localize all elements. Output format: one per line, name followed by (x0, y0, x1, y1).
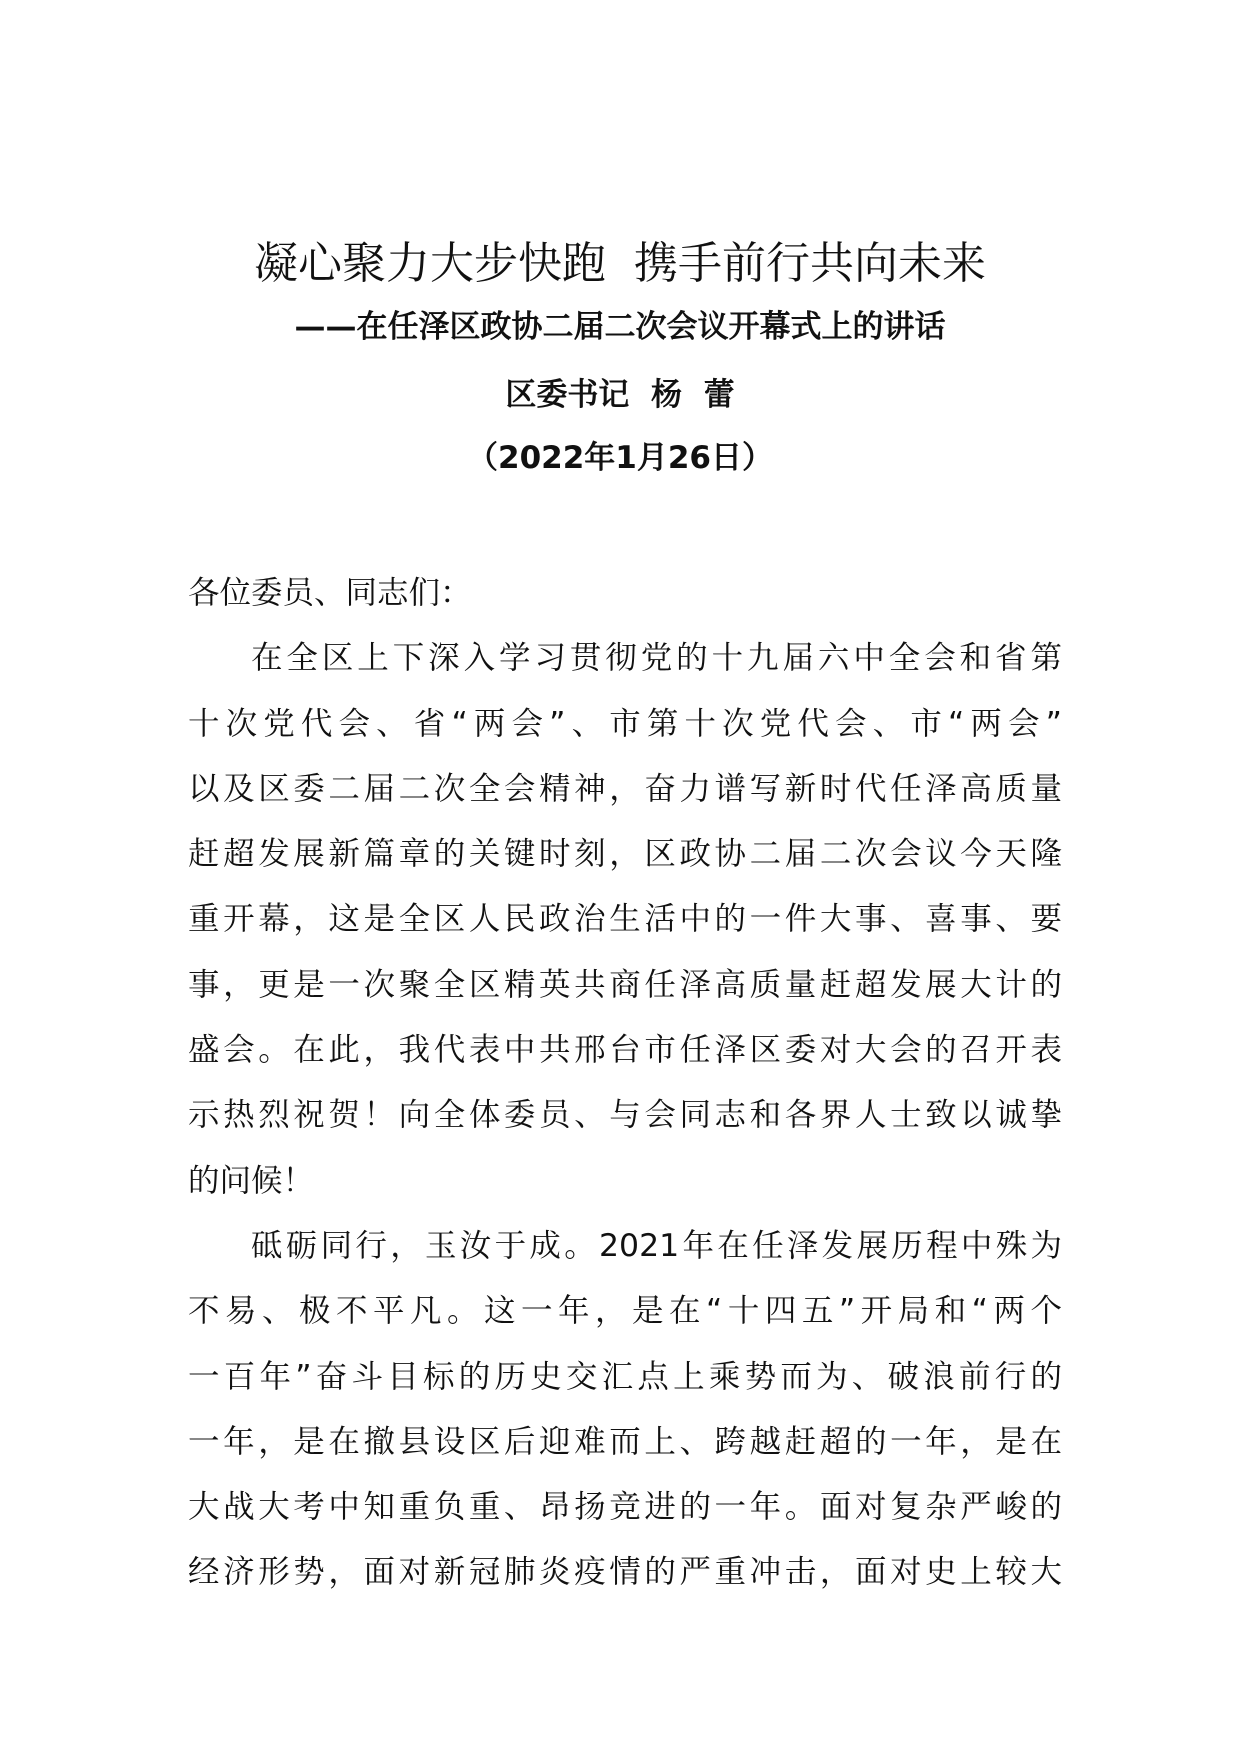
speech-date: （2022年1月26日） (467, 440, 773, 476)
paragraph-line: 的问候！ (188, 1162, 315, 1199)
salutation: 各位委员、同志们： (188, 575, 472, 611)
paragraph-line: 赶超发展新篇章的关键时刻，区政协二届二次会议今天隆 (188, 836, 1062, 873)
paragraph-line: 在全区上下深入学习贯彻党的十九届六中全会和省第 (251, 640, 1062, 677)
paragraph-1 (188, 626, 1062, 1214)
document-subtitle: ——在任泽区政协二届二次会议开幕式上的讲话 (294, 309, 946, 345)
paragraph-line: 重开幕，这是全区人民政治生活中的一件大事、喜事、要 (188, 901, 1062, 938)
paragraph-line: 大战大考中知重负重、昂扬竞进的一年。面对复杂严峻的 (188, 1489, 1062, 1526)
paragraph-2 (188, 1214, 1062, 1606)
paragraph-line: 不易、极不平凡。这一年，是在“十四五”开局和“两个 (188, 1293, 1062, 1330)
paragraph-line: 一年，是在撤县设区后迎难而上、跨越赶超的一年，是在 (188, 1423, 1062, 1460)
paragraph-line: 示热烈祝贺！向全体委员、与会同志和各界人士致以诚挚 (188, 1097, 1062, 1134)
document-title: 凝心聚力大步快跑 携手前行共向未来 (254, 238, 986, 289)
paragraph-line: 经济形势，面对新冠肺炎疫情的严重冲击，面对史上较大 (188, 1554, 1062, 1591)
paragraph-line: 一百年”奋斗目标的历史交汇点上乘势而为、破浪前行的 (188, 1358, 1062, 1395)
paragraph-line: 事，更是一次聚全区精英共商任泽高质量赶超发展大计的 (188, 966, 1062, 1003)
speaker-line: 区委书记 杨 蕾 (505, 377, 735, 413)
paragraph-line: 十次党代会、省“两会”、市第十次党代会、市“两会” (188, 705, 1062, 742)
paragraph-line: 以及区委二届二次全会精神，奋力谱写新时代任泽高质量 (188, 770, 1062, 807)
paragraph-line: 砥砺同行，玉汝于成。2021年在任泽发展历程中殊为 (251, 1227, 1062, 1264)
paragraph-line: 盛会。在此，我代表中共邢台市任泽区委对大会的召开表 (188, 1032, 1062, 1069)
speech-body (188, 561, 1062, 1606)
